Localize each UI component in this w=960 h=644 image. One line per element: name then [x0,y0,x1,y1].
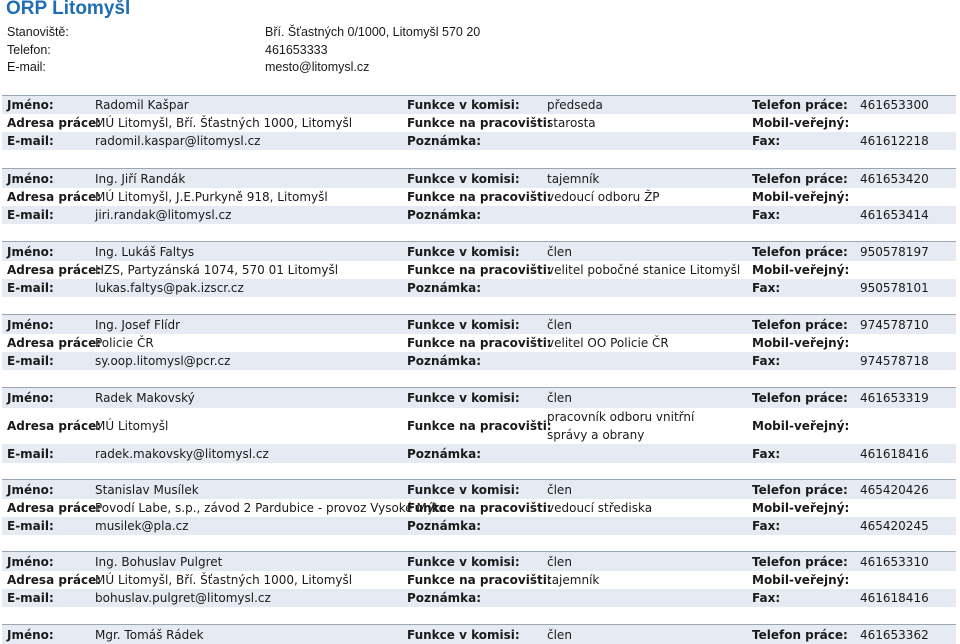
address-label: Adresa práce: [7,263,102,277]
member-row-name [2,480,956,499]
member-phone: 461653300 [860,98,929,112]
member-position: starosta [547,116,596,130]
name-label: Jméno: [7,482,54,497]
note-label: Poznámka: [407,446,482,461]
member-role: člen [547,482,572,497]
note-label: Poznámka: [407,208,482,222]
mobile-label: Mobil-veřejný: [752,573,850,587]
role-label: Funkce v komisi: [407,171,520,186]
member-role: člen [547,391,572,405]
phone-label: Telefon práce: [752,317,848,332]
info-value: Bří. Šťastných 0/1000, Litomyšl 570 20 [265,25,481,39]
email-label: E-mail: [7,281,54,295]
phone-label: Telefon práce: [752,244,848,259]
info-row [7,59,607,77]
phone-label: Telefon práce: [752,554,848,569]
fax-label: Fax: [752,134,781,148]
member-phone: 461653362 [860,627,929,642]
member-position: velitel pobočné stanice Litomyšl [547,263,741,277]
member-role: člen [547,317,572,332]
name-label: Jméno: [7,317,54,332]
role-label: Funkce v komisi: [407,317,520,332]
mobile-label: Mobil-veřejný: [752,501,850,515]
mobile-label: Mobil-veřejný: [752,336,850,350]
member-email[interactable]: lukas.faltys@pak.izscr.cz [95,281,244,295]
member-name: Ing. Jiří Randák [95,171,186,186]
position-label: Funkce na pracovišti: [407,573,552,587]
member-card [2,624,956,644]
note-label: Poznámka: [407,134,482,148]
phone-label: Telefon práce: [752,482,848,497]
phone-label: Telefon práce: [752,171,848,186]
member-phone: 950578197 [860,244,929,259]
mobile-label: Mobil-veřejný: [752,116,850,130]
email-label: E-mail: [7,208,54,222]
member-fax: 465420245 [860,519,929,533]
member-address: MÚ Litomyšl, Bří. Šťastných 1000, Litomyšl [95,573,353,587]
fax-label: Fax: [752,519,781,533]
member-position: pracovník odboru vnitřní správy a obrany [547,410,695,442]
address-label: Adresa práce: [7,573,102,587]
contact-info [7,24,607,77]
member-row-email [2,352,956,370]
position-label: Funkce na pracovišti: [407,419,552,433]
member-row-email [2,589,956,607]
member-name: Radomil Kašpar [95,98,189,112]
member-fax: 974578718 [860,354,929,368]
member-fax: 461618416 [860,591,929,605]
member-address: Policie ČR [95,336,154,350]
member-name: Mgr. Tomáš Rádek [95,627,204,642]
member-role: tajemník [547,171,600,186]
member-role: člen [547,244,572,259]
address-label: Adresa práce: [7,501,102,515]
member-row-address [2,571,956,589]
member-row-name [2,552,956,571]
member-name: Stanislav Musílek [95,482,199,497]
member-email[interactable]: bohuslav.pulgret@litomysl.cz [95,591,271,605]
member-row-email [2,517,956,535]
role-label: Funkce v komisi: [407,482,520,497]
member-role: předseda [547,98,603,112]
member-name: Ing. Josef Flídr [95,317,181,332]
info-row [7,24,607,42]
name-label: Jméno: [7,627,54,642]
member-position: tajemník [547,573,600,587]
member-email[interactable]: radek.makovsky@litomysl.cz [95,446,269,461]
note-label: Poznámka: [407,591,482,605]
role-label: Funkce v komisi: [407,627,520,642]
member-phone: 465420426 [860,482,929,497]
info-label: E-mail: [7,60,46,74]
note-label: Poznámka: [407,281,482,295]
role-label: Funkce v komisi: [407,244,520,259]
member-card [2,551,956,607]
member-name: Radek Makovský [95,391,195,405]
email-label: E-mail: [7,591,54,605]
member-row-name [2,169,956,188]
member-phone: 461653420 [860,171,929,186]
member-row-address [2,499,956,517]
member-card [2,241,956,297]
info-row [7,42,607,60]
role-label: Funkce v komisi: [407,98,520,112]
member-fax: 461618416 [860,446,929,461]
member-address: HZS, Partyzánská 1074, 570 01 Litomyšl [95,263,339,277]
member-email[interactable]: radomil.kaspar@litomysl.cz [95,134,261,148]
name-label: Jméno: [7,554,54,569]
fax-label: Fax: [752,281,781,295]
email-label: E-mail: [7,446,54,461]
member-role: člen [547,627,572,642]
member-card [2,479,956,535]
mobile-label: Mobil-veřejný: [752,263,850,277]
position-label: Funkce na pracovišti: [407,116,552,130]
email-label: E-mail: [7,134,54,148]
member-row-address [2,334,956,352]
address-label: Adresa práce: [7,419,102,433]
member-row-name [2,96,956,114]
info-value: mesto@litomysl.cz [265,60,370,74]
member-address: MÚ Litomyšl [95,419,169,433]
member-row-address [2,188,956,206]
member-card [2,168,956,224]
phone-label: Telefon práce: [752,98,848,112]
address-label: Adresa práce: [7,116,102,130]
member-phone: 461653319 [860,391,929,405]
mobile-label: Mobil-veřejný: [752,419,850,433]
fax-label: Fax: [752,354,781,368]
member-email[interactable]: musilek@pla.cz [95,519,189,533]
member-row-name [2,315,956,334]
info-label: Stanoviště: [7,25,69,39]
note-label: Poznámka: [407,354,482,368]
member-email[interactable]: sy.oop.litomysl@pcr.cz [95,354,231,368]
member-row-email [2,279,956,297]
member-row-name [2,388,956,408]
member-position: velitel OO Policie ČR [547,336,669,350]
member-position: vedoucí odboru ŽP [547,190,660,204]
member-position: vedoucí střediska [547,501,653,515]
position-label: Funkce na pracovišti: [407,501,552,515]
member-row-name [2,242,956,261]
email-label: E-mail: [7,354,54,368]
member-phone: 974578710 [860,317,929,332]
phone-label: Telefon práce: [752,391,848,405]
member-fax: 461612218 [860,134,929,148]
member-address: MÚ Litomyšl, J.E.Purkyně 918, Litomyšl [95,190,328,204]
position-label: Funkce na pracovišti: [407,336,552,350]
member-name: Ing. Lukáš Faltys [95,244,195,259]
member-row-name [2,625,956,644]
member-address: MÚ Litomyšl, Bří. Šťastných 1000, Litomyšl [95,116,353,130]
member-row-email [2,206,956,224]
name-label: Jméno: [7,98,54,112]
note-label: Poznámka: [407,519,482,533]
info-label: Telefon: [7,42,51,57]
position-label: Funkce na pracovišti: [407,263,552,277]
member-fax: 461653414 [860,208,929,222]
info-value: 461653333 [265,42,328,57]
phone-label: Telefon práce: [752,627,848,642]
position-label: Funkce na pracovišti: [407,190,552,204]
fax-label: Fax: [752,446,781,461]
role-label: Funkce v komisi: [407,554,520,569]
member-row-email [2,132,956,150]
fax-label: Fax: [752,591,781,605]
role-label: Funkce v komisi: [407,391,520,405]
member-address: Povodí Labe, s.p., závod 2 Pardubice - provoz Vysoké Mýto [95,501,447,515]
address-label: Adresa práce: [7,336,102,350]
member-fax: 950578101 [860,281,929,295]
name-label: Jméno: [7,244,54,259]
mobile-label: Mobil-veřejný: [752,190,850,204]
member-phone: 461653310 [860,554,929,569]
member-card [2,314,956,370]
member-row-address [2,114,956,132]
member-role: člen [547,554,572,569]
member-card [2,95,956,150]
email-label: E-mail: [7,519,54,533]
address-label: Adresa práce: [7,190,102,204]
member-card [2,387,956,463]
member-row-address [2,408,956,444]
member-row-address [2,261,956,279]
name-label: Jméno: [7,171,54,186]
member-name: Ing. Bohuslav Pulgret [95,554,223,569]
page-title: ORP Litomyšl [6,0,131,19]
fax-label: Fax: [752,208,781,222]
member-email[interactable]: jiri.randak@litomysl.cz [95,208,232,222]
member-row-email [2,444,956,463]
name-label: Jméno: [7,391,54,405]
